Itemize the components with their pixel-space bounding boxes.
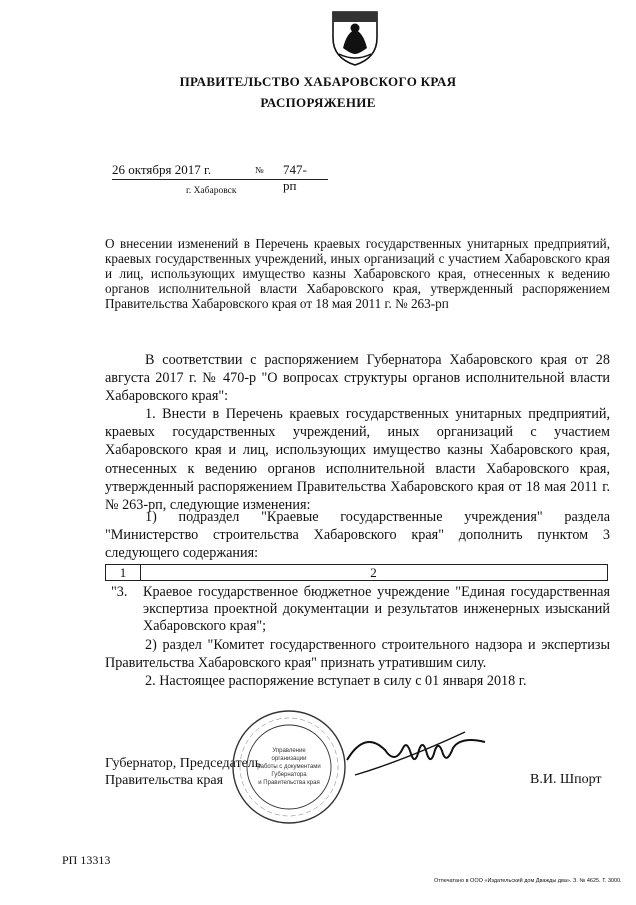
date-underline <box>112 179 328 180</box>
signature-icon <box>345 720 490 790</box>
coat-of-arms-icon <box>329 8 381 68</box>
seal-stamp-icon <box>230 708 348 826</box>
document-title: О внесении изменений в Перечень краевых государственных унитарных предприятий, краевых государственных учреждений, иных организаций с участием Хабаровского края и лиц, использующих имущество казны Хабаровского края, отнесенных к ведению органов исполнительной власти Хабаровского края, утвержденный распоряжением Правительства Хабаровского края от 18 мая 2011 г. № 263-рп <box>105 236 610 311</box>
document-number: 747-рп <box>283 162 307 193</box>
paragraph-preamble: В соответствии с распоряжением Губернатора Хабаровского края от 28 августа 2017 г. № 470-р "О вопросах структуры органов исполнительной власти Хабаровского края": <box>105 352 610 405</box>
printer-imprint: Отпечатано в ООО «Издательский дом Дважды два». З. № 4625. Т. 3000. <box>434 878 622 884</box>
svg-text:Управление: Управление <box>272 748 306 754</box>
document-date: 26 октября 2017 г. <box>112 162 212 177</box>
svg-text:Губернатора: Губернатора <box>271 772 307 778</box>
government-name: ПРАВИТЕЛЬСТВО ХАБАРОВСКОГО КРАЯ <box>179 74 457 89</box>
registration-number: РП 13313 <box>62 853 111 867</box>
document-type: РАСПОРЯЖЕНИЕ <box>260 95 376 110</box>
svg-text:организации: организации <box>271 756 307 762</box>
svg-text:работы с документами: работы с документами <box>257 764 321 770</box>
paragraph-subitem-1: 1) подраздел "Краевые государственные учреждения" раздела "Министерство строительства Хабаровского края" дополнить пунктом 3 следующего содержания: <box>105 509 610 562</box>
table-header-cell: 1 <box>106 565 141 580</box>
paragraph-item-2: 2. Настоящее распоряжение вступает в силу с 01 января 2018 г. <box>145 673 527 689</box>
inserted-item-3 <box>105 584 610 635</box>
table-header-cell: 2 <box>370 565 377 580</box>
column-numbers-table <box>105 564 608 581</box>
paragraph-subitem-2: 2) раздел "Комитет государственного строительного надзора и экспертизы Правительства Хабаровского края" признать утратившим силу. <box>105 637 610 672</box>
city: г. Хабаровск <box>186 186 237 196</box>
position-line-1: Губернатор, Председатель <box>105 756 262 771</box>
paragraph-item-1: 1. Внести в Перечень краевых государственных унитарных предприятий, краевых государственных учреждений, иных организаций с участием Хабаровского края и лиц, использующих имущество казны Хабаровского края, отнесенных к ведению органов исполнительной власти Хабаровского края, утвержденный распоряжением Правительства Хабаровского края от 18 мая 2011 г. № 263-рп, следующие изменения: <box>105 406 610 514</box>
item-number: "3. <box>111 584 128 600</box>
item-text: Краевое государственное бюджетное учреждение "Единая государственная экспертиза проектной документации и результатов инженерных изысканий Хабаровского края"; <box>143 584 610 634</box>
position-line-2: Правительства края <box>105 773 224 788</box>
svg-text:и Правительства края: и Правительства края <box>258 780 320 786</box>
number-sign: № <box>255 165 264 175</box>
signatory-name: В.И. Шпорт <box>530 772 602 787</box>
